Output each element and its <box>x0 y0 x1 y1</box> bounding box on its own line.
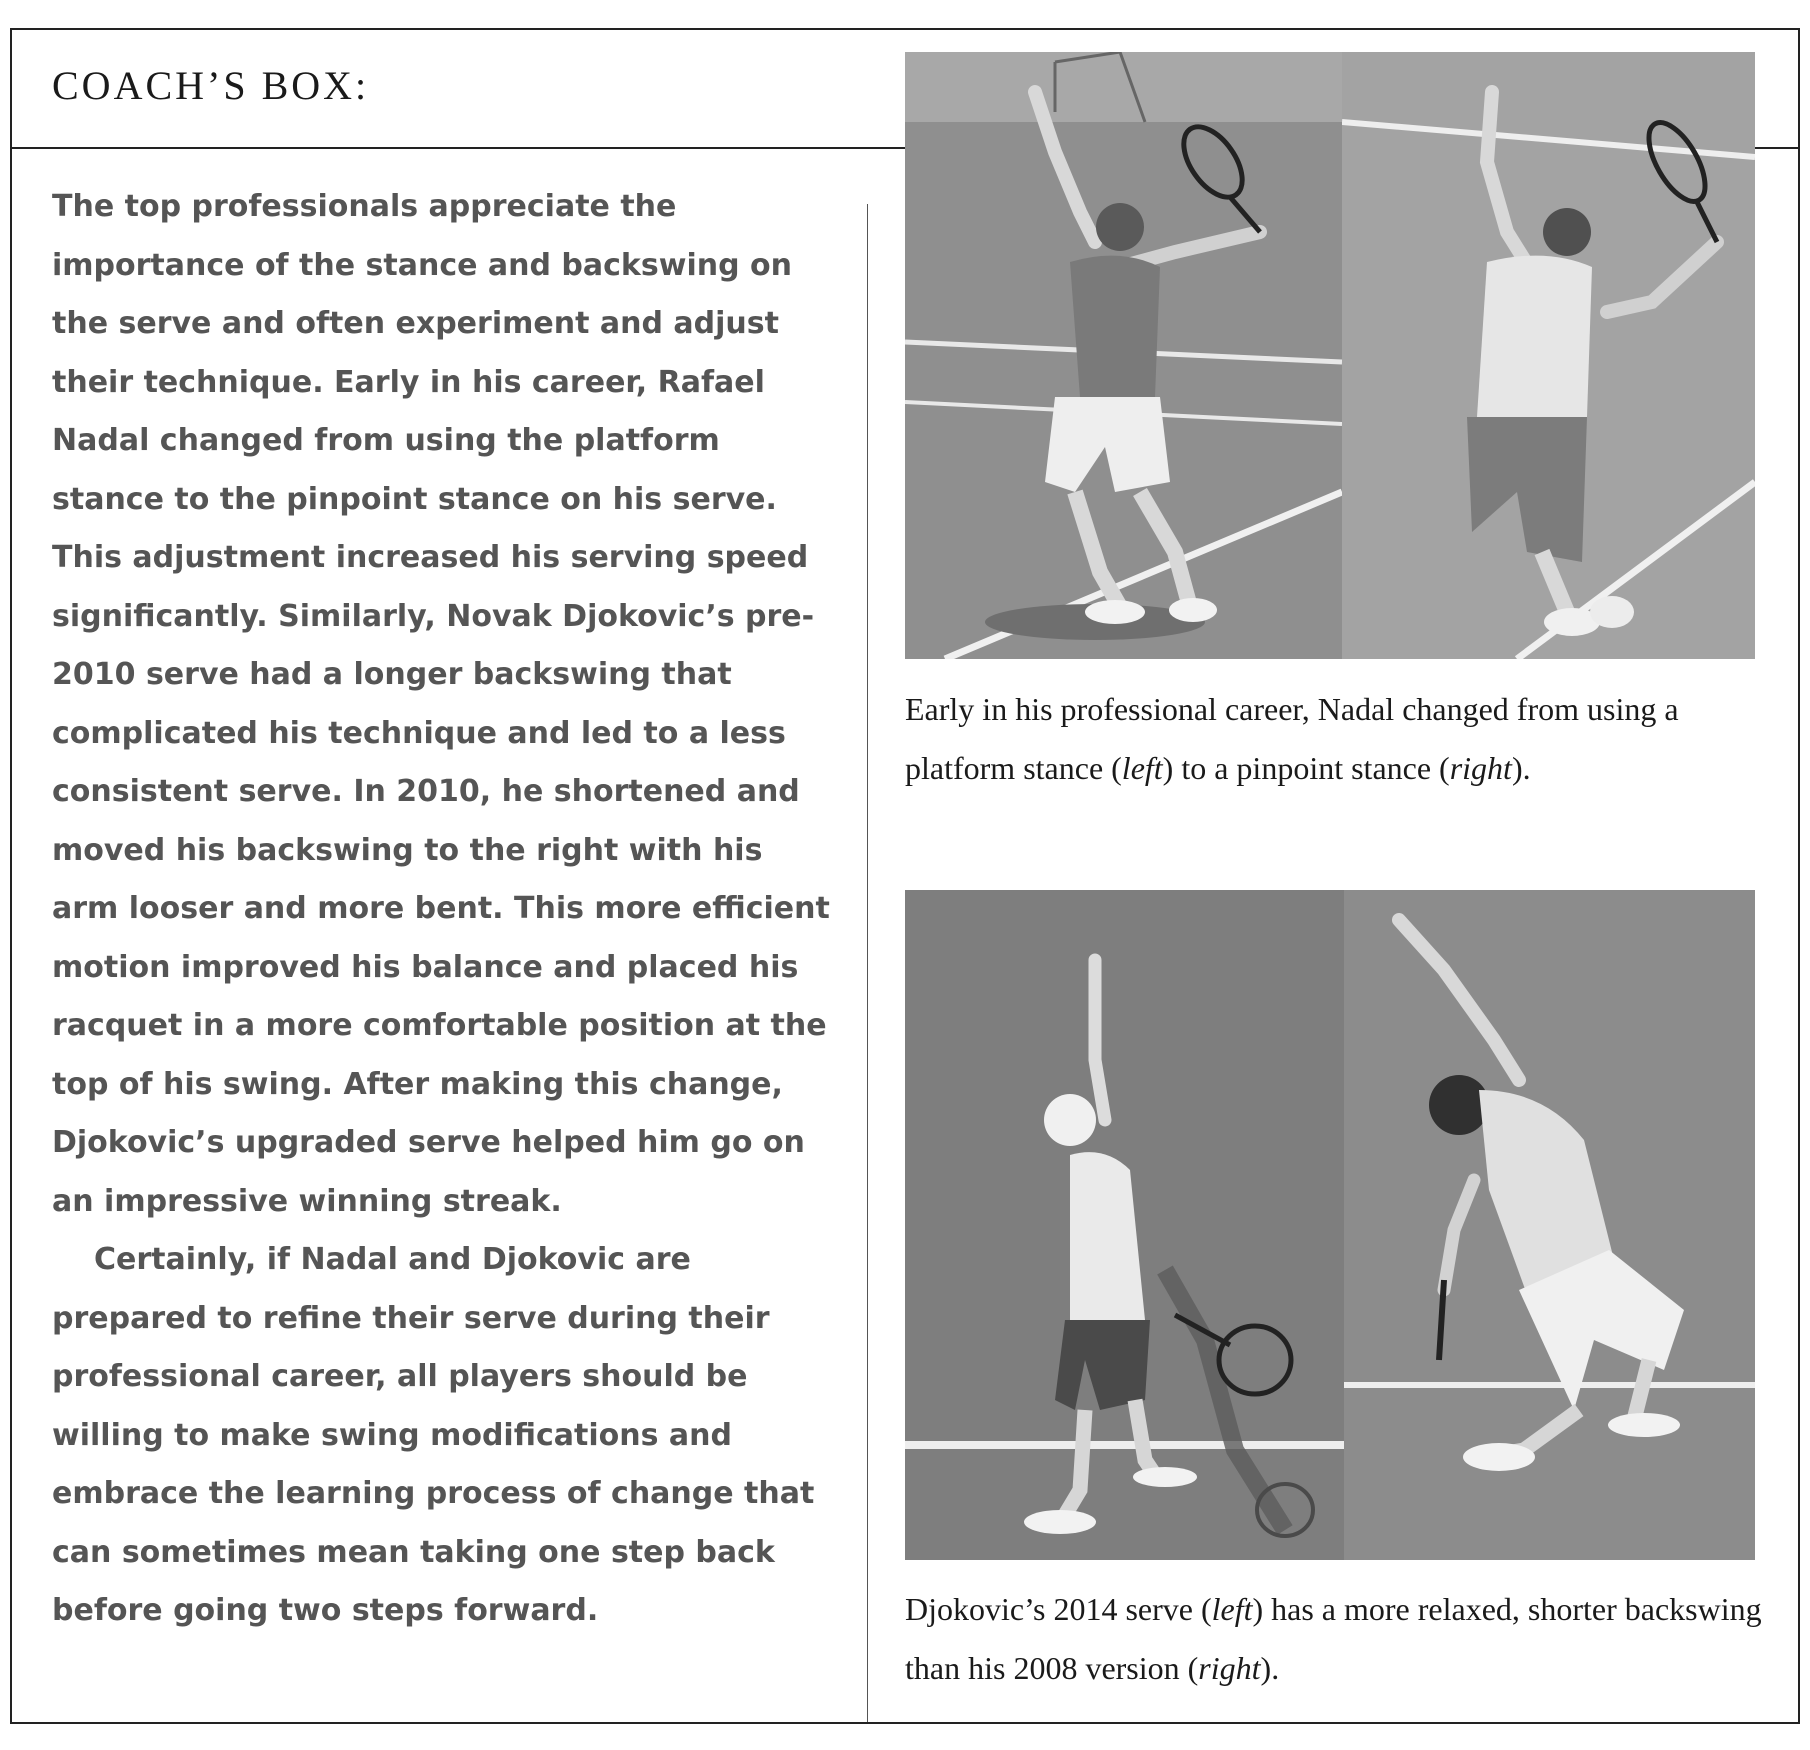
caption-djokovic-right-word: right <box>1198 1649 1261 1686</box>
caption-djokovic-left-word: left <box>1211 1591 1253 1627</box>
caption-nadal <box>905 680 1765 797</box>
caption-nadal-text-1: Early in his professional career, Nadal changed from using a platform stance ( <box>905 691 1679 786</box>
caption-nadal-text-3: ). <box>1511 749 1531 786</box>
column-divider <box>867 204 868 1722</box>
caption-djokovic-text-3: ). <box>1260 1649 1280 1686</box>
caption-nadal-left-word: left <box>1121 749 1163 786</box>
photo-djokovic-2014-serve <box>905 890 1344 1560</box>
caption-djokovic-text-2: ) has a more relaxed, shorter backswing than his 2008 version ( <box>905 1591 1762 1686</box>
photo-djokovic-2008-serve <box>1344 890 1755 1560</box>
caption-nadal-right-word: right <box>1449 749 1512 786</box>
body-paragraph-2: Certainly, if Nadal and Djokovic are prepared to refine their serve during their professional career, all players should be willing to make swing modifications and embrace the learning process of change that can sometimes mean taking one step back before going two steps forward. <box>52 1242 815 1628</box>
body-paragraph-1: The top professionals appreciate the importance of the stance and backswing on the serve and often experiment and adjust their technique. Early in his career, Rafael Nadal changed from using the platform stance to the pinpoint stance on his serve. This adjustment increased his serving speed significantly. Similarly, Novak Djokovic’s pre-2010 serve had a longer backswing that complicated his technique and led to a less consistent serve. In 2010, he shortened and moved his backswing to the right with his arm looser and more bent. This more efficient motion improved his balance and placed his racquet in a more comfortable position at the top of his swing. After making this change, Djokovic’s upgraded serve helped him go on an impressive winning streak. <box>52 189 830 1219</box>
photo-nadal-platform-stance <box>905 52 1342 659</box>
caption-djokovic <box>905 1580 1765 1697</box>
caption-djokovic-text-1: Djokovic’s 2014 serve ( <box>905 1591 1212 1627</box>
body-text <box>52 178 832 1641</box>
caption-nadal-text-2: ) to a pinpoint stance ( <box>1162 749 1450 786</box>
box-title: COACH’S BOX: <box>52 63 370 108</box>
photo-nadal-pinpoint-stance <box>1342 52 1755 659</box>
